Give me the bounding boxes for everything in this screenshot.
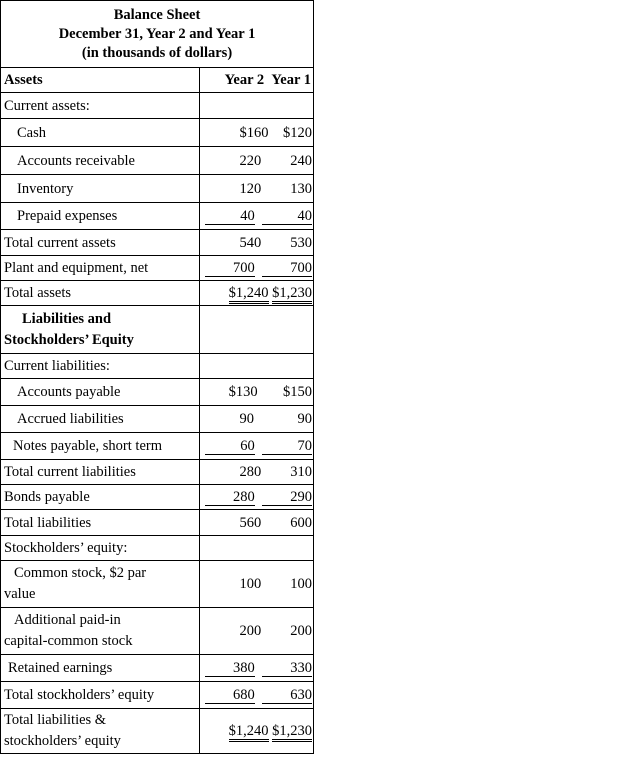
- row-values: [200, 281, 314, 306]
- row-label: Accrued liabilities: [1, 406, 200, 433]
- row-label: Cash: [1, 119, 200, 147]
- year1-value: 310: [290, 464, 313, 480]
- year1-value: $1,230: [272, 723, 312, 742]
- row-values: [200, 485, 314, 510]
- year1-value: 40: [262, 208, 312, 225]
- row-values: [200, 306, 314, 354]
- table-row: [1, 510, 314, 536]
- row-values: [200, 119, 314, 147]
- table-row: [1, 175, 314, 203]
- year1-value: 70: [262, 438, 312, 455]
- table-row: [1, 460, 314, 485]
- table-row: [1, 536, 314, 561]
- row-label: Total current assets: [1, 230, 200, 256]
- row-values: [200, 433, 314, 460]
- row-label: Accounts payable: [1, 379, 200, 406]
- year1-header: Year 1: [271, 72, 312, 88]
- row-values: [200, 93, 314, 119]
- liabilities-heading-line1: Liabilities and: [22, 310, 112, 327]
- row-label-line2: stockholders’ equity: [4, 733, 121, 749]
- row-values: [200, 147, 314, 175]
- year2-value: 100: [239, 576, 262, 592]
- year2-value: 90: [239, 411, 255, 427]
- row-values: [200, 406, 314, 433]
- table-row: [1, 306, 314, 354]
- row-label: Total current liabilities: [1, 460, 200, 485]
- row-values: [200, 709, 314, 754]
- year2-value: 220: [239, 152, 262, 169]
- year2-value: 680: [205, 687, 255, 704]
- table-row: [1, 608, 314, 655]
- row-label: Total assets: [1, 281, 200, 306]
- sheet-units: (in thousands of dollars): [81, 45, 233, 61]
- row-values: [200, 682, 314, 709]
- year1-value: 90: [297, 411, 313, 427]
- row-values: [200, 510, 314, 536]
- year2-value: 540: [239, 234, 262, 251]
- year2-value: 200: [239, 623, 262, 639]
- sheet-title: Balance Sheet: [113, 7, 201, 23]
- row-label: Current assets:: [1, 93, 200, 119]
- year1-value: 630: [262, 687, 312, 704]
- table-row: [1, 230, 314, 256]
- year1-value: 200: [290, 623, 313, 639]
- year1-value: 530: [290, 234, 313, 251]
- row-label-line2: capital-common stock: [4, 633, 133, 649]
- table-row: [1, 256, 314, 281]
- row-label-line1: Additional paid-in: [14, 612, 121, 628]
- table-row: [1, 379, 314, 406]
- year2-value: $160: [239, 124, 269, 141]
- row-label: Bonds payable: [1, 485, 200, 510]
- row-label: Plant and equipment, net: [1, 256, 200, 281]
- row-label: Notes payable, short term: [1, 433, 200, 460]
- table-row: [1, 203, 314, 230]
- row-values: [200, 608, 314, 655]
- row-label: Inventory: [1, 175, 200, 203]
- table-row: [1, 147, 314, 175]
- row-label: Prepaid expenses: [1, 203, 200, 230]
- row-values: [200, 561, 314, 608]
- title-row: [1, 1, 314, 68]
- year2-value: 700: [205, 260, 255, 277]
- row-label: Retained earnings: [1, 655, 200, 682]
- year2-value: 120: [239, 180, 262, 197]
- column-header-row: [1, 68, 314, 93]
- year1-value: 290: [262, 489, 312, 506]
- row-values: [200, 175, 314, 203]
- year2-value: 40: [205, 208, 255, 225]
- row-label: [1, 561, 200, 608]
- table-row: [1, 655, 314, 682]
- table-row: [1, 93, 314, 119]
- liabilities-heading: [1, 306, 200, 354]
- title-cell: [1, 1, 314, 68]
- liabilities-heading-line2: Stockholders’ Equity: [4, 331, 134, 348]
- table-row: [1, 561, 314, 608]
- row-label: Accounts receivable: [1, 147, 200, 175]
- year1-value: 700: [262, 260, 312, 277]
- row-label: [1, 709, 200, 754]
- assets-heading: Assets: [1, 68, 200, 93]
- year2-value: 280: [205, 489, 255, 506]
- year1-value: 240: [290, 152, 313, 169]
- table-row: [1, 281, 314, 306]
- row-label-line2: value: [4, 586, 36, 602]
- table-row: [1, 406, 314, 433]
- sheet-date: December 31, Year 2 and Year 1: [58, 26, 256, 42]
- year1-value: $120: [283, 124, 313, 141]
- table-row: [1, 485, 314, 510]
- row-label: Total liabilities: [1, 510, 200, 536]
- balance-sheet-table: [0, 0, 314, 754]
- row-values: [200, 354, 314, 379]
- year2-value: 60: [205, 438, 255, 455]
- year2-header: Year 2: [224, 72, 265, 88]
- year2-value: 380: [205, 660, 255, 677]
- year1-value: 600: [290, 514, 313, 531]
- row-values: [200, 655, 314, 682]
- row-label-line1: Common stock, $2 par: [14, 565, 147, 581]
- row-label: Total stockholders’ equity: [1, 682, 200, 709]
- row-values: [200, 256, 314, 281]
- year2-value: 560: [239, 514, 262, 531]
- table-row: [1, 354, 314, 379]
- year2-value: 280: [239, 464, 262, 480]
- year1-value: $150: [283, 384, 313, 400]
- table-row: [1, 433, 314, 460]
- row-values: [200, 203, 314, 230]
- row-values: [200, 379, 314, 406]
- row-label-line1: Total liabilities &: [4, 712, 107, 728]
- year-headers: [200, 68, 314, 93]
- row-values: [200, 230, 314, 256]
- row-values: [200, 460, 314, 485]
- year1-value: $1,230: [272, 285, 312, 304]
- year2-value: $130: [228, 384, 258, 400]
- table-row: [1, 682, 314, 709]
- table-row: [1, 119, 314, 147]
- row-label: Current liabilities:: [1, 354, 200, 379]
- year1-value: 100: [290, 576, 313, 592]
- year1-value: 130: [290, 180, 313, 197]
- row-values: [200, 536, 314, 561]
- row-label: [1, 608, 200, 655]
- table-row: [1, 709, 314, 754]
- year2-value: $1,240: [229, 723, 269, 742]
- year1-value: 330: [262, 660, 312, 677]
- row-label: Stockholders’ equity:: [1, 536, 200, 561]
- year2-value: $1,240: [229, 285, 269, 304]
